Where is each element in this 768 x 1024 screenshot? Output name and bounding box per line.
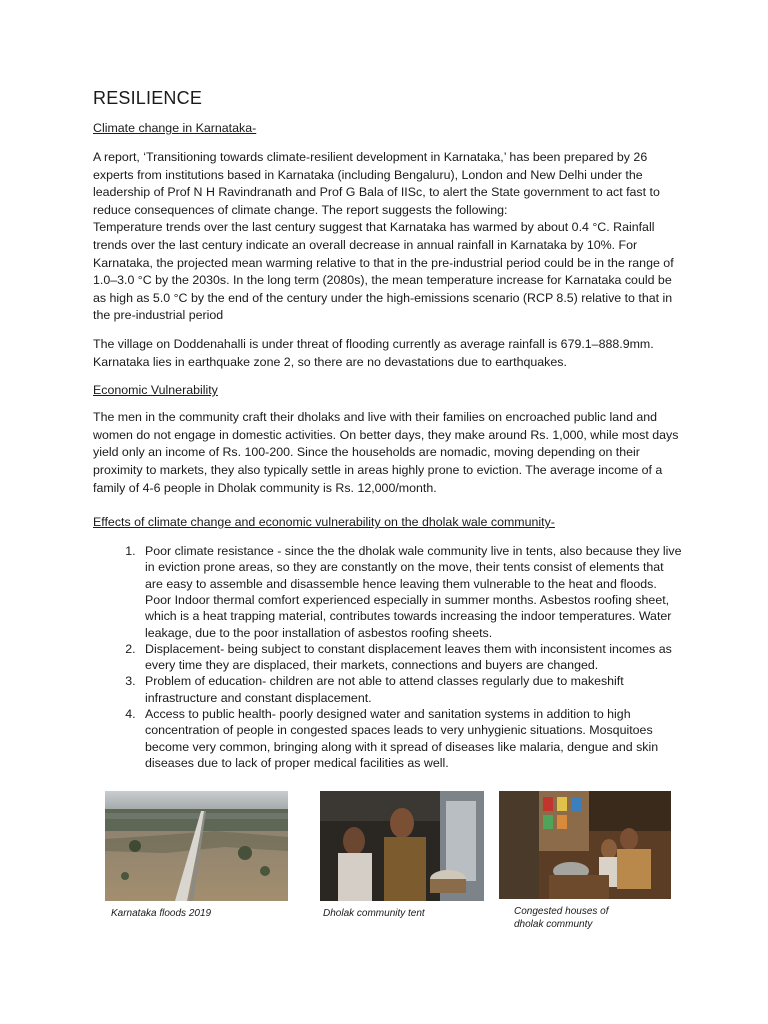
page-title: RESILIENCE <box>93 88 203 108</box>
list-item: 1. Poor climate resistance - since the the dholak wale community live in tents, also because they live in eviction prone areas, so they are constantly on the move, their tents consist of elements that are easy to assemble and disassemble hence leaving them vulnerable to the heat and floods. Poor Indoor thermal comfort experienced especially in summer months. Asbestos roofing sheet, which is a heat trapping material, contributes towards increasing the indoor temperatures. Water leakage, due to the poor installation of asbestos roofing sheets. <box>139 543 683 641</box>
section-heading-climate: Climate change in Karnataka- <box>93 121 257 135</box>
list-item: 3. Problem of education- children are not able to attend classes regularly due to makeshift infrastructure and constant displacement. <box>139 673 683 706</box>
dholak-tent-image <box>320 791 484 901</box>
figure-caption: Karnataka floods 2019 <box>111 908 212 919</box>
congested-houses-photo <box>499 791 671 899</box>
congested-houses-image <box>499 791 671 899</box>
paragraph-report <box>93 149 683 325</box>
paragraph-flooding: The village on Doddenahalli is under threat of flooding currently as average rainfall is 679.1–888.9mm. Karnataka lies in earthquake zone 2, so there are no devastations due to earthquakes. <box>93 336 654 369</box>
paragraph-report-findings: Temperature trends over the last century suggest that Karnataka has warmed by about 0.4 °C. Rainfall trends over the last century indicate an overall decrease in annual rainfall in Karnataka by 10%. For Karnataka, the projected mean warming relative to that in the pre-industrial period could be in the range of 1.0–3.0 °C by the 2030s. In the long term (2080s), the mean temperature increase for Karnataka could be as high as 5.0 °C by the end of the century under the high-emissions scenario (RCP 8.5) relative to that in the pre-industrial period <box>93 220 674 323</box>
paragraph-report-intro: A report, ‘Transitioning towards climate-resilient development in Karnataka,’ has been prepared by 26 experts from institutions based in Karnataka (including Bengaluru), London and New Delhi under the leadership of Prof N H Ravindranath and Prof G Bala of IISc, to alert the State government to act fast to reduce consequences of climate change. The report suggests the following: <box>93 150 660 217</box>
effects-list <box>93 543 683 771</box>
list-item: 2. Displacement- being subject to constant displacement leaves them with inconsistent incomes as every time they are displaced, their markets, connections and buyers are changed. <box>139 641 683 674</box>
figure-caption: Dholak community tent <box>323 908 425 919</box>
section-heading-economic: Economic Vulnerability <box>93 383 218 398</box>
document-body <box>93 88 683 771</box>
paragraph-economic: The men in the community craft their dholaks and live with their families on encroached public land and women do not engage in domestic activities. On better days, they make around Rs. 1,000, while most days yield only an income of Rs. 100-200. Since the households are nomadic, moving depending on their proximity to markets, they also typically settle in areas highly prone to eviction. The average income of a family of 4-6 people in Dholak community is Rs. 12,000/month. <box>93 410 679 495</box>
flood-photo-image <box>105 791 288 901</box>
list-item: 4. Access to public health- poorly designed water and sanitation systems in addition to high concentration of people in congested spaces leads to very unhygienic situations. Mosquitoes become very common, bringing along with it spread of diseases like malaria, dengue and skin diseases due to lack of proper medical facilities as well. <box>139 706 683 771</box>
figure-caption: Congested houses of dholak communty <box>514 906 609 930</box>
section-heading-effects: Effects of climate change and economic vulnerability on the dholak wale community- <box>93 515 555 530</box>
dholak-tent-photo <box>320 791 484 901</box>
flood-photo <box>105 791 288 901</box>
